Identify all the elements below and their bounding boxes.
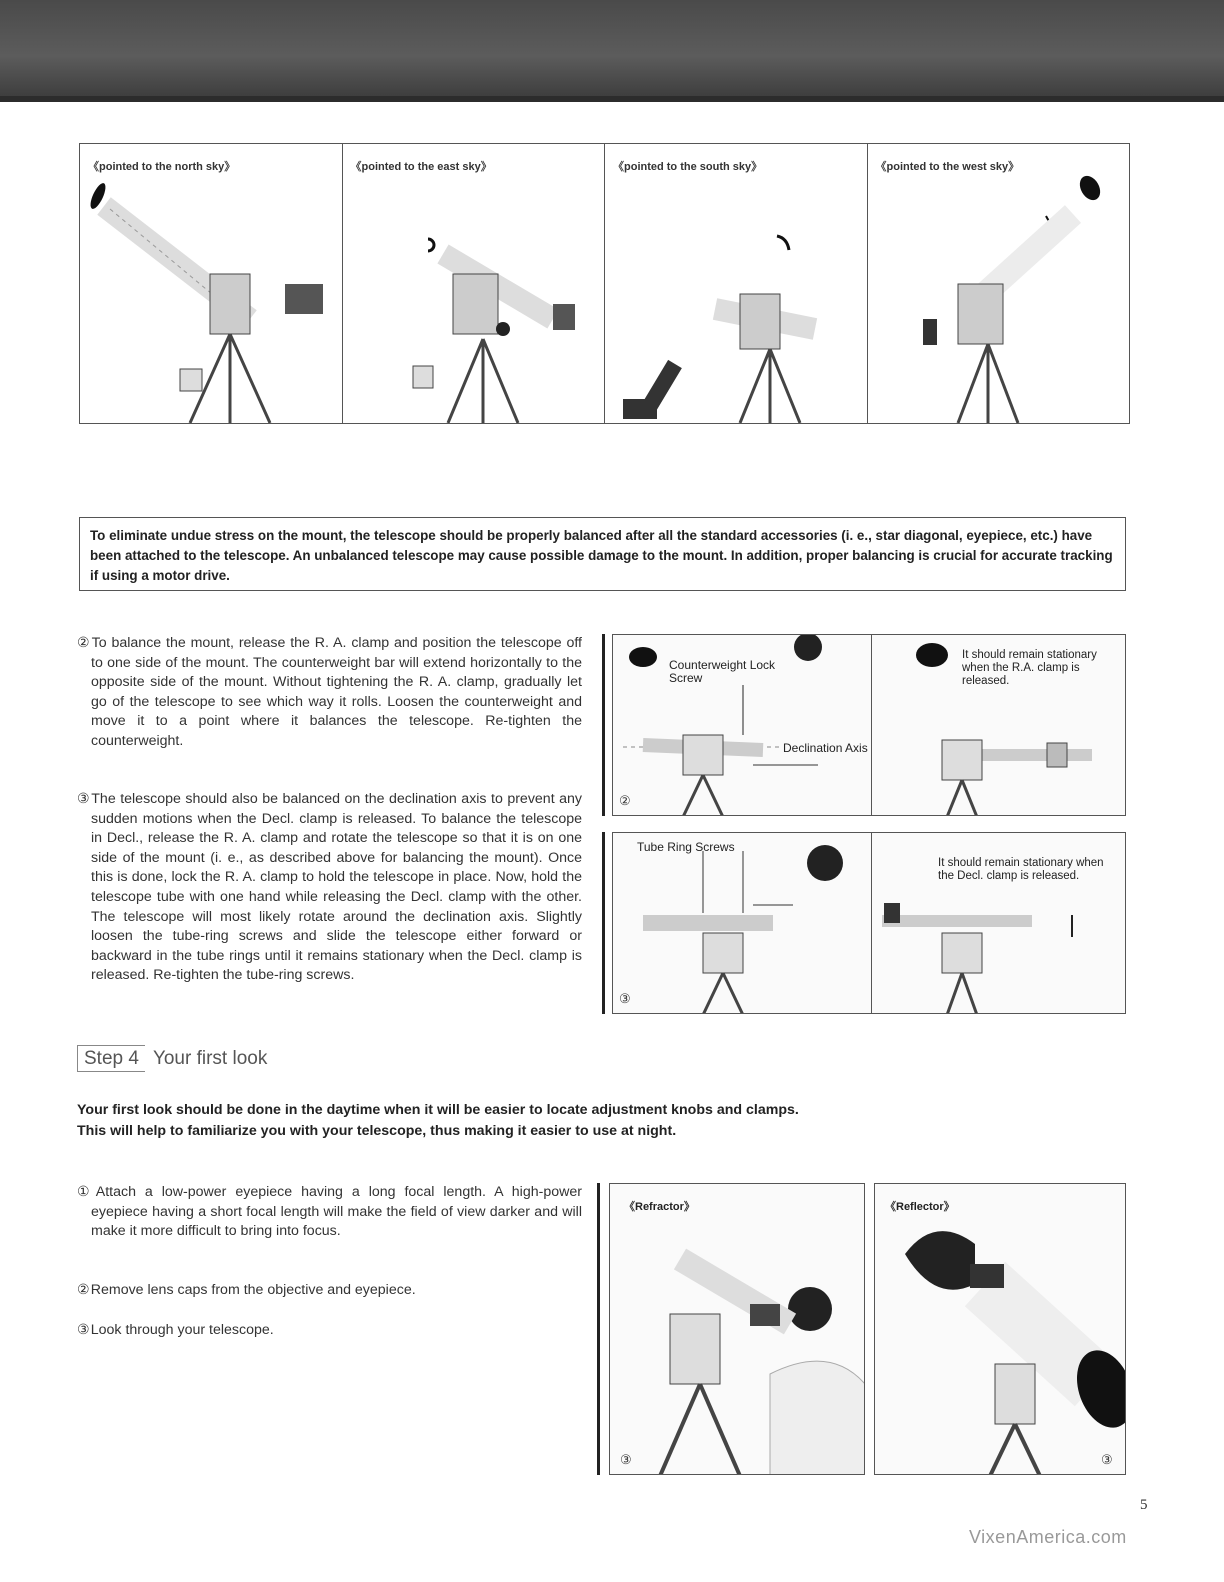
stationary-decl-caption: It should remain stationary when the Decl. clamp is released. [938, 857, 1104, 882]
figure-number: ③ [1101, 1452, 1113, 1467]
step-number: ① [77, 1184, 95, 1200]
panel-north [80, 144, 343, 423]
reflector-label: 《Reflector》 [885, 1201, 955, 1213]
look-step-2 [77, 1281, 582, 1301]
top-banner-edge [0, 96, 1224, 102]
step4-heading [77, 1048, 267, 1070]
top-banner [0, 0, 1224, 102]
tube-ring-screws-label: Tube Ring Screws [637, 840, 735, 854]
panel-west [868, 144, 1130, 423]
step-number: ② [77, 1282, 90, 1298]
refractor-photo [609, 1183, 865, 1475]
balance-step-3 [77, 790, 582, 986]
balance-ra-photo-right [871, 634, 1126, 816]
balance-step-2 [77, 634, 582, 752]
step-text: Remove lens caps from the objective and eyepiece. [90, 1282, 416, 1298]
telescope-west-illustration [868, 144, 1128, 423]
step-number: ③ [77, 791, 91, 807]
figure-number: ③ [619, 991, 631, 1006]
telescope-north-illustration [80, 144, 340, 423]
balancing-note: To eliminate undue stress on the mount, the telescope should be properly balanced after all the standard accessories (i. e., star diagonal, eyepiece, etc.) have been attached to the telescope. An unbalanced telescope may cause possible damage to the mount. In addition, proper balancing is crucial for accurate tracking if using a motor drive. [79, 517, 1126, 591]
footer-site: VixenAmerica.com [969, 1527, 1127, 1547]
orientation-strip [79, 143, 1130, 424]
counterweight-lock-label: Counterweight Lock Screw [669, 658, 776, 685]
refractor-illustration [610, 1184, 865, 1475]
panel-east [343, 144, 606, 423]
figure-number: ② [619, 793, 631, 808]
telescope-east-illustration [343, 144, 603, 423]
figure-bar [602, 832, 605, 1014]
step-number: ③ [77, 1322, 90, 1338]
balance-decl-photo-left [612, 832, 872, 1014]
refractor-label: 《Refractor》 [624, 1201, 695, 1213]
panel-label: 《pointed to the north sky》 [88, 161, 236, 173]
telescope-south-illustration [605, 144, 865, 423]
first-look-intro [77, 1100, 799, 1142]
step4-box: Step 4 [77, 1045, 145, 1072]
declination-axis-label: Declination Axis [783, 741, 868, 755]
stationary-ra-caption: It should remain stationary when the R.A. clamp is released. [962, 649, 1097, 687]
figure-bar [602, 634, 605, 816]
figure-bar [597, 1183, 600, 1475]
step-number: ② [77, 635, 91, 651]
look-step-3 [77, 1321, 582, 1341]
step4-title: Your first look [152, 1048, 268, 1069]
tube-ring-photo-illustration [613, 833, 872, 1014]
panel-label: 《pointed to the west sky》 [875, 161, 1020, 173]
first-look-line-1: Your first look should be done in the daytime when it will be easier to locate adjustment knobs and clamps. [77, 1102, 799, 1118]
step-text: Attach a low-power eyepiece having a long focal length. A high-power eyepiece having a short focal length will make the field of view darker and will make it more difficult to bring into focus. [91, 1184, 582, 1240]
panel-label: 《pointed to the east sky》 [350, 161, 492, 173]
look-step-1 [77, 1183, 582, 1242]
figure-number: ③ [620, 1452, 632, 1467]
balance-ra-photo-left [612, 634, 872, 816]
first-look-line-2: This will help to familiarize you with your telescope, thus making it easier to use at night. [77, 1123, 677, 1139]
page-number: 5 [1140, 1497, 1148, 1513]
reflector-illustration [875, 1184, 1126, 1475]
panel-label: 《pointed to the south sky》 [613, 161, 763, 173]
step-text: To balance the mount, release the R. A. clamp and position the telescope off to one side of the mount. The counterweight bar will extend horizontally to the opposite side of the mount. Without tightening the R. A. clamp, gradually let go of the telescope to see which way it rolls. Loosen the counterweight and move it to a point where it balances the telescope. Re-tighten the counterweight. [91, 635, 582, 749]
step-text: The telescope should also be balanced on the declination axis to prevent any sudden motions when the Decl. clamp is released. To balance the telescope in Decl., release the R. A. clamp and rotate the telescope so that it is on one side of the mount (i. e., as described above for balancing the mount). Once this is done, lock the R. A. clamp to hold the telescope in place. Now, hold the telescope tube with one hand while releasing the Decl. clamp with the other. The telescope will most likely rotate around the declination axis. Slightly loosen the tube-ring screws and slide the telescope either forward or backward in the tube rings until it remains stationary when the Decl. clamp is released. Re-tighten the tube-ring screws. [91, 791, 582, 984]
reflector-photo [874, 1183, 1126, 1475]
step-text: Look through your telescope. [90, 1322, 274, 1338]
balance-decl-photo-right [871, 832, 1126, 1014]
panel-south [605, 144, 868, 423]
